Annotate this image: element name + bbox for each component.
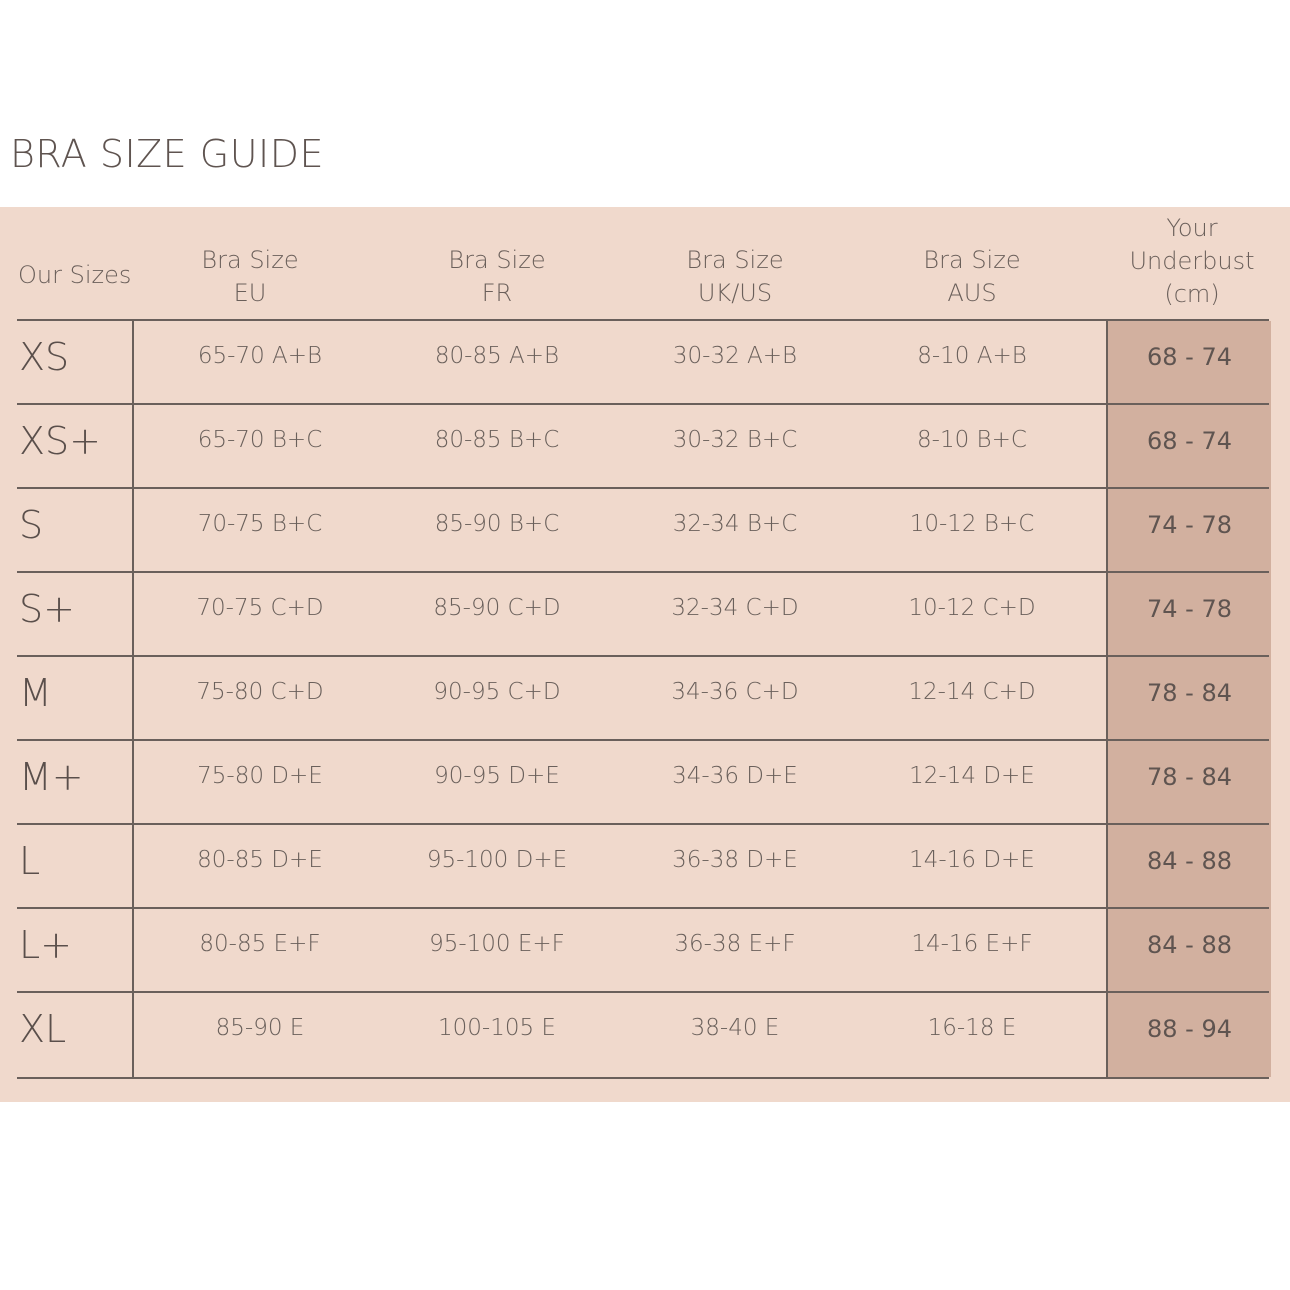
underbust-value: 78 - 84 [1147,763,1232,791]
eu-cell: 75-80 D+E [197,763,323,789]
header-eu-line1: Bra Size [201,246,299,274]
fr-cell: 90-95 D+E [434,763,560,789]
fr-cell: 85-90 C+D [433,595,561,621]
fr-cell: 85-90 B+C [434,511,560,537]
header-our-sizes: Our Sizes [18,261,132,289]
table-row [17,823,1269,909]
size-label: XS+ [19,419,101,463]
underbust-cell [1106,321,1271,405]
table-row [17,319,1269,405]
eu-cell: 85-90 E [215,1015,305,1041]
aus-cell: 16-18 E [927,1015,1017,1041]
fr-cell: 95-100 D+E [426,847,568,873]
ukus-cell: 36-38 E+F [674,931,796,957]
ukus-cell: 36-38 D+E [672,847,798,873]
fr-cell: 90-95 C+D [433,679,561,705]
eu-cell: 75-80 C+D [196,679,324,705]
fr-cell: 100-105 E [438,1015,556,1041]
ukus-cell: 38-40 E [690,1015,780,1041]
header-underbust [1106,212,1278,311]
aus-cell: 12-14 C+D [908,679,1036,705]
aus-cell: 8-10 A+B [917,343,1027,369]
underbust-value: 78 - 84 [1147,679,1232,707]
eu-cell: 80-85 D+E [197,847,323,873]
column-divider [132,489,134,573]
column-divider [132,573,134,657]
ukus-cell: 34-36 C+D [671,679,799,705]
underbust-value: 68 - 74 [1147,343,1232,371]
eu-cell: 70-75 C+D [196,595,324,621]
column-divider [132,741,134,825]
table-row [17,991,1269,1079]
header-fr [397,244,597,310]
aus-cell: 12-14 D+E [909,763,1035,789]
table-row [17,739,1269,825]
size-label: XS [19,335,70,379]
fr-cell: 80-85 B+C [434,427,560,453]
column-divider [132,321,134,405]
underbust-value: 84 - 88 [1147,931,1232,959]
table-row [17,907,1269,993]
header-eu-line2: EU [233,279,267,307]
header-aus-line2: AUS [947,279,997,307]
ukus-cell: 30-32 A+B [672,343,798,369]
eu-cell: 80-85 E+F [199,931,321,957]
underbust-value: 74 - 78 [1147,595,1232,623]
header-ukus-line2: UK/US [697,279,773,307]
header-fr-line2: FR [481,279,513,307]
aus-cell: 10-12 C+D [908,595,1036,621]
underbust-value: 88 - 94 [1147,1015,1232,1043]
underbust-cell [1106,657,1271,741]
underbust-value: 74 - 78 [1147,511,1232,539]
size-label: L [19,839,41,883]
size-label: L+ [19,923,73,967]
fr-cell: 80-85 A+B [434,343,560,369]
eu-cell: 70-75 B+C [197,511,323,537]
page-title: BRA SIZE GUIDE [10,132,325,176]
underbust-cell [1106,405,1271,489]
aus-cell: 14-16 E+F [911,931,1033,957]
eu-cell: 65-70 A+B [197,343,323,369]
column-divider [132,993,134,1077]
header-ukus-line1: Bra Size [686,246,784,274]
header-underbust-line1: Your [1166,214,1218,242]
header-fr-line1: Bra Size [448,246,546,274]
underbust-cell [1106,573,1271,657]
size-label: M+ [19,755,84,799]
underbust-value: 84 - 88 [1147,847,1232,875]
underbust-cell [1106,489,1271,573]
eu-cell: 65-70 B+C [197,427,323,453]
header-underbust-line2: Underbust [1129,247,1255,275]
ukus-cell: 34-36 D+E [672,763,798,789]
table-row [17,655,1269,741]
header-aus [872,244,1072,310]
underbust-cell [1106,909,1271,993]
underbust-cell [1106,825,1271,909]
underbust-cell [1106,993,1271,1077]
header-underbust-line3: (cm) [1164,280,1220,308]
fr-cell: 95-100 E+F [429,931,565,957]
size-label: S [19,503,44,547]
underbust-value: 68 - 74 [1147,427,1232,455]
column-divider [132,405,134,489]
column-divider [132,825,134,909]
header-aus-line1: Bra Size [923,246,1021,274]
table-row [17,487,1269,573]
size-label: S+ [19,587,75,631]
underbust-cell [1106,741,1271,825]
aus-cell: 8-10 B+C [917,427,1027,453]
aus-cell: 14-16 D+E [909,847,1035,873]
table-row [17,571,1269,657]
header-ukus [635,244,835,310]
ukus-cell: 32-34 C+D [671,595,799,621]
table-row [17,403,1269,489]
ukus-cell: 32-34 B+C [672,511,798,537]
aus-cell: 10-12 B+C [909,511,1035,537]
column-divider [132,909,134,993]
header-eu [150,244,350,310]
size-label: M [19,671,52,715]
column-divider [132,657,134,741]
size-guide-panel [0,207,1290,1102]
size-label: XL [19,1007,67,1051]
table-header [0,207,1290,319]
ukus-cell: 30-32 B+C [672,427,798,453]
